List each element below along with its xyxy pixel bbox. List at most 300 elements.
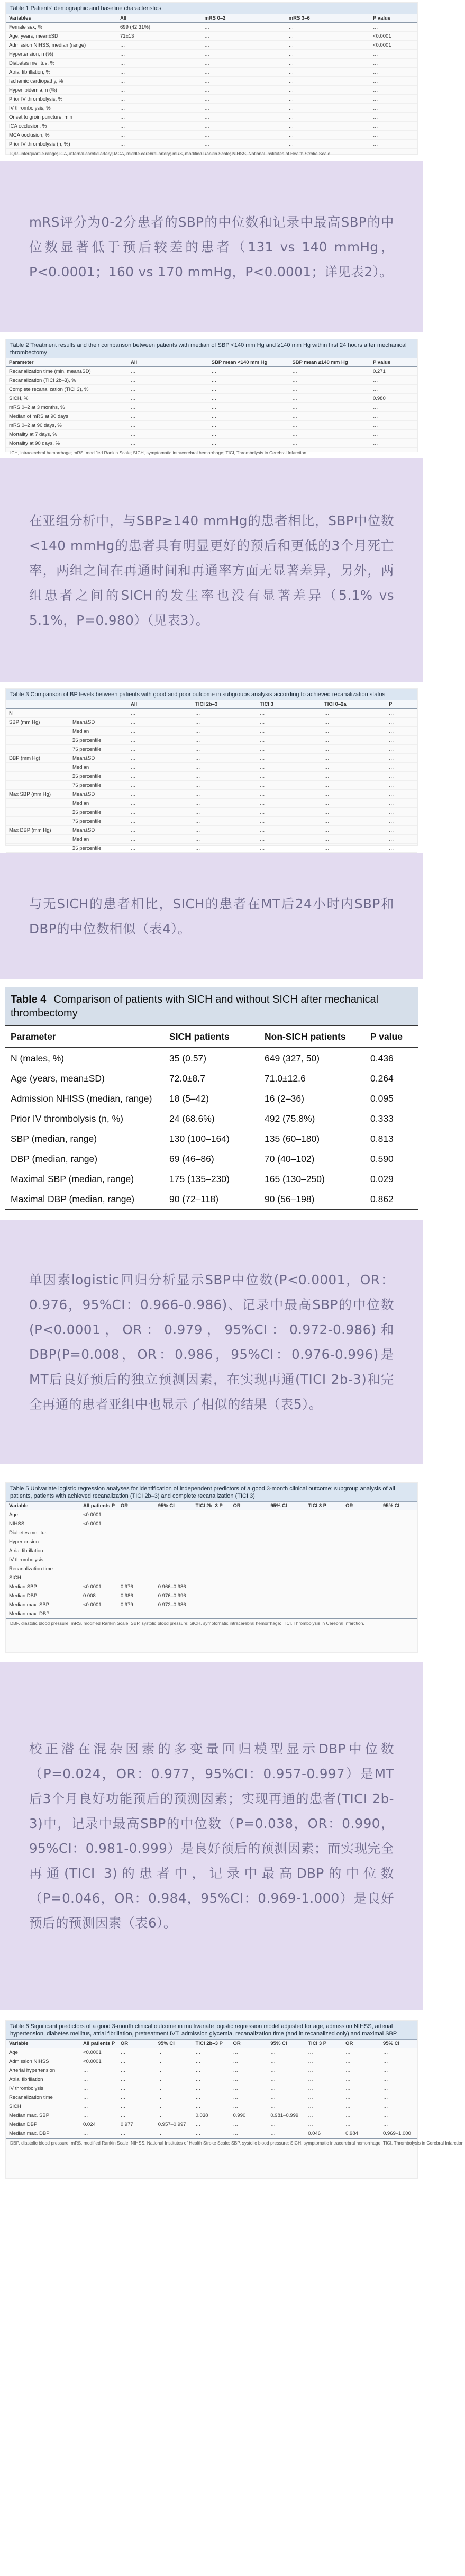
table-cell: 90 (56–198) [259,1189,365,1210]
table-cell: … [117,2066,155,2075]
table-row [6,736,417,745]
table5-header-cell: Variable [6,1502,80,1510]
table-cell: … [289,385,370,394]
table-cell: … [386,754,417,763]
table6-header-cell: TICI 3 P [305,2040,342,2048]
table-cell: … [192,745,257,754]
table-cell: Recanalization time [6,2093,80,2102]
table-cell: … [305,1528,342,1537]
table4-header-cell: SICH patients [164,1026,259,1048]
table-cell: … [257,709,321,718]
table-cell: … [230,1609,268,1618]
table-row [6,1582,417,1591]
table6-header-cell: All patients P [80,2040,117,2048]
table-cell: … [193,1609,230,1618]
table-row [6,1609,417,1618]
table-row [5,1088,418,1109]
table-cell: … [230,2075,268,2084]
table-cell: 25 percentile [69,808,127,817]
table-cell [6,772,69,781]
table-4-title: Comparison of patients with SICH and without SICH after mechanical thrombectomy [11,994,379,1019]
table-row [6,68,417,77]
table-cell: … [80,1528,117,1537]
table-cell: … [286,77,370,86]
table-cell: Recanalization (TICI 2b–3), % [6,376,127,385]
table-cell: … [127,385,208,394]
table-cell: … [193,1573,230,1582]
table-cell: … [380,2075,417,2084]
table-cell: … [286,23,370,32]
table-row [6,2066,417,2075]
table-cell: … [305,1573,342,1582]
table-cell: … [117,41,201,50]
table-cell: … [267,1546,305,1555]
table-cell: … [380,1582,417,1591]
table-cell: … [208,439,289,448]
table6-header-cell: OR [117,2040,155,2048]
table-cell: … [192,736,257,745]
commentary-text-1: mRS评分为0-2分患者的SBP的中位数和记录中最高SBP的中位数显著低于预后较差的患者（131 vs 140 mmHg，P<0.0001；160 vs 170 mmHg，P<0.0001；详见表2）。 [29,214,394,280]
table-cell: … [257,826,321,835]
table-cell: … [201,122,285,131]
table-cell: ICA occlusion, % [6,122,117,131]
table-cell: … [230,1573,268,1582]
table-cell: … [267,1510,305,1519]
table-cell: … [230,1591,268,1600]
table-cell: … [192,808,257,817]
table-row [5,1129,418,1149]
table-row [6,2075,417,2084]
table-cell: 0.979 [117,1600,155,1609]
table-5-grid [6,1502,417,1618]
table-cell: Admission NIHSS, median (range) [6,41,117,50]
table-cell: … [267,1519,305,1528]
table-row [6,2048,417,2057]
table-row [6,835,417,844]
table-cell: … [286,131,370,140]
table-cell: Median max. DBP [6,1609,80,1618]
table-cell: … [305,2075,342,2084]
table-cell: … [305,1510,342,1519]
table-cell: … [289,376,370,385]
table-cell: … [289,439,370,448]
table-row [6,2111,417,2120]
table-cell: … [117,1609,155,1618]
table-cell [6,808,69,817]
table-cell: 75 percentile [69,817,127,826]
table-cell: 18 (5–42) [169,1093,209,1104]
table-cell: … [305,2066,342,2075]
table-cell: … [192,772,257,781]
table-cell: … [380,2111,417,2120]
table-cell: 0.977 [117,2120,155,2129]
table-cell: Age [6,2048,80,2057]
table-cell: 0.813 [370,1133,394,1144]
table-cell: … [342,1519,380,1528]
table-cell: … [267,1600,305,1609]
table-cell: 699 (42.31%) [117,23,201,32]
table-2 [5,339,418,455]
table-cell: … [201,23,285,32]
table-cell: Maximal DBP (median, range) [5,1189,164,1210]
table-cell: … [342,2120,380,2129]
table-cell: … [380,1591,417,1600]
table-row [6,50,417,59]
table-row [6,2057,417,2066]
table-cell: … [193,1537,230,1546]
table-cell: … [193,2048,230,2057]
table-cell: 71±13 [117,32,201,41]
table-5-footnote: DBP, diastolic blood pressure; mRS, modified Rankin Scale; SBP, systolic blood pressure; SICH, symptomatic intracerebral hemorrhage; TICI, Thrombolysis in Cerebral Infarction. [6,1618,417,1627]
table-cell: … [201,95,285,104]
table-cell: <0.0001 [80,1510,117,1519]
table-cell: … [289,394,370,403]
table-cell: … [117,131,201,140]
table-cell: … [201,140,285,149]
table-cell: … [127,844,192,853]
table-cell: … [201,113,285,122]
table-cell: … [370,95,417,104]
table-cell: … [117,95,201,104]
table-cell: … [305,2102,342,2111]
table3-header-cell: TICI 0–2a [321,700,386,709]
table-cell: … [257,736,321,745]
table-cell: … [127,835,192,844]
table-row [6,439,417,448]
table-cell: 75 percentile [69,781,127,790]
table-cell: … [117,2129,155,2138]
table-cell: … [127,727,192,736]
table-cell: … [155,2093,193,2102]
table-cell [6,727,69,736]
table2-header-cell: P value [370,358,417,367]
table-cell: … [155,2075,193,2084]
table-row [6,113,417,122]
table2-header-cell: Parameter [6,358,127,367]
table-cell: … [127,754,192,763]
table-cell: … [117,1528,155,1537]
table5-header-cell: TICI 2b–3 P [193,1502,230,1510]
table-cell: … [193,2066,230,2075]
table-cell: … [380,1510,417,1519]
commentary-block-3 [0,853,423,979]
table-6-footnote: DBP, diastolic blood pressure; mRS, modified Rankin Scale; NIHSS, National Institutes of Health Stroke Scale; SBP, systolic blood pressure; SICH, symptomatic intracerebral hemorrhage; TICI, Thrombolysis in Cerebral Infarction. [6,2138,417,2147]
table-cell: Ischemic cardiopathy, % [6,77,117,86]
table-cell: … [193,1591,230,1600]
table-cell: 0.862 [365,1189,418,1210]
table4-header-cell: Non-SICH patients [259,1026,365,1048]
table-cell: … [117,1555,155,1564]
table-cell: … [127,709,192,718]
table-cell: … [257,754,321,763]
table-cell: … [342,1537,380,1546]
table-row [5,1048,418,1068]
table-cell: … [305,1537,342,1546]
table3-header-cell [69,700,127,709]
table-cell: … [117,104,201,113]
table-cell: … [80,2093,117,2102]
table-cell: … [321,754,386,763]
table-cell [6,781,69,790]
table-cell: … [370,403,417,412]
table-cell: … [267,2084,305,2093]
table-cell: … [230,1528,268,1537]
table-cell: … [127,367,208,376]
table-cell: … [370,131,417,140]
table-cell: mRS 0–2 at 90 days, % [6,421,127,430]
table-row [6,1564,417,1573]
table-row [6,808,417,817]
table-cell: … [80,2129,117,2138]
table-row [6,140,417,149]
table-cell [6,799,69,808]
table-row [6,1600,417,1609]
table-cell: … [267,1582,305,1591]
table-cell: 0.333 [370,1113,394,1124]
table-3 [5,688,418,851]
table-cell: Median [69,727,127,736]
table-cell: … [230,1546,268,1555]
table-row [6,745,417,754]
table-cell: … [342,2057,380,2066]
table-cell: … [386,781,417,790]
table-cell: SBP (mm Hg) [6,718,69,727]
table2-header-cell: SBP mean ≥140 mm Hg [289,358,370,367]
table-cell: … [230,1582,268,1591]
table-cell: … [380,2120,417,2129]
table-cell: … [380,2048,417,2057]
table-cell: … [208,421,289,430]
table-cell: … [193,2084,230,2093]
table-cell: … [342,2111,380,2120]
table-4 [5,987,418,1210]
table-3-caption: Table 3 Comparison of BP levels between patients with good and poor outcome in subgroups analysis according to achieved recanalization status [6,689,417,700]
table-cell: Diabetes mellitus, % [6,59,117,68]
table-cell: … [267,2066,305,2075]
table-cell: … [267,1573,305,1582]
table-cell: … [117,2075,155,2084]
table-cell: … [155,2048,193,2057]
table-cell: … [342,1510,380,1519]
table-cell: … [230,2057,268,2066]
table-cell: … [192,718,257,727]
table-cell: … [342,1600,380,1609]
table-cell: … [192,754,257,763]
table-cell: Median [69,835,127,844]
table-row [6,799,417,808]
table-cell: 25 percentile [69,844,127,853]
table-cell: Median [69,799,127,808]
table-cell: … [342,2093,380,2102]
table-cell: … [230,1537,268,1546]
table-6 [5,2020,465,2179]
table-row [6,1528,417,1537]
table-cell: … [321,790,386,799]
table-cell [69,709,127,718]
table-cell: … [257,763,321,772]
table-cell: Mean±SD [69,718,127,727]
table-cell: … [193,2093,230,2102]
table-cell: Age, years, mean±SD [6,32,117,41]
table-row [6,430,417,439]
commentary-block-4 [0,1220,423,1464]
table-row [6,59,417,68]
table-cell: … [289,430,370,439]
table-row [6,104,417,113]
table-cell: … [321,745,386,754]
table-cell: … [117,1510,155,1519]
table-cell: … [201,59,285,68]
table-cell: 0.095 [370,1093,394,1104]
table-cell: … [155,1537,193,1546]
table-cell: IV thrombolysis [6,2084,80,2093]
table-cell: … [321,844,386,853]
table-cell: Median of mRS at 90 days [6,412,127,421]
table-cell: … [117,1546,155,1555]
table-cell: … [370,430,417,439]
table-cell: Admission NHISS (median, range) [11,1093,152,1104]
commentary-block-5 [0,1662,423,2010]
table-cell: … [321,799,386,808]
table-4-label: Table 4 [11,994,47,1005]
table-cell: … [267,2093,305,2102]
table-cell: Admission NIHSS [6,2057,80,2066]
table-cell: … [117,2093,155,2102]
table-cell: … [117,1537,155,1546]
table-cell: Mean±SD [69,790,127,799]
table-cell: … [289,412,370,421]
table-cell: 0.969–1.000 [380,2129,417,2138]
table-cell: … [305,2111,342,2120]
table-cell: 0.264 [370,1073,394,1084]
table-cell: … [80,1555,117,1564]
table-row [6,790,417,799]
table-cell: Atrial fibrillation [6,2075,80,2084]
table-cell: … [321,808,386,817]
table-cell: … [342,1591,380,1600]
table-cell: … [117,113,201,122]
table-cell: … [286,104,370,113]
table-cell: … [117,140,201,149]
table-cell: … [117,86,201,95]
table-cell: … [117,2048,155,2057]
table-cell: … [305,2048,342,2057]
table-cell: … [117,59,201,68]
table-cell: 24 (68.6%) [169,1113,215,1124]
commentary-text-2: 在亚组分析中，与SBP≥140 mmHg的患者相比，SBP中位数<140 mmHg的患者具有明显更好的预后和更低的3个月死亡率，两组之间在再通时间和再通率方面无显著差异，另外，两组患者之间的SICH的发生率也没有显著差异（5.1% vs 5.1%，P=0.980）（见表3）。 [29,512,394,628]
table-cell: … [286,86,370,95]
table-cell: … [267,2102,305,2111]
table-cell: … [155,1609,193,1618]
table-cell: … [321,718,386,727]
table-cell: … [127,403,208,412]
table-cell: 165 (130–250) [265,1173,325,1184]
table-cell: … [192,790,257,799]
table-cell: … [193,1582,230,1591]
table-cell: … [342,2066,380,2075]
table-cell: … [155,2084,193,2093]
table-cell: … [117,122,201,131]
table-cell: … [386,826,417,835]
table-row [6,122,417,131]
table-cell: <0.0001 [370,41,417,50]
table-cell: 0.957–0.997 [155,2120,193,2129]
table2-header-cell: All [127,358,208,367]
table-cell: … [230,2084,268,2093]
table-cell: … [267,1528,305,1537]
table-cell: … [127,439,208,448]
table-cell: 0.436 [370,1052,394,1064]
table-row [5,1189,418,1210]
table-cell: … [192,817,257,826]
table-cell: … [127,718,192,727]
table-cell: … [127,421,208,430]
table-cell: … [257,772,321,781]
table-cell: … [155,1510,193,1519]
table-cell: … [230,2093,268,2102]
table-cell: Diabetes mellitus [6,1528,80,1537]
table-cell: <0.0001 [80,1600,117,1609]
table-cell [6,817,69,826]
table-cell: 0.976 [117,1582,155,1591]
table1-header-cell: Variables [6,14,117,23]
table-cell: Mortality at 7 days, % [6,430,127,439]
table-row [6,1510,417,1519]
table-cell: Prior IV thrombolysis, % [6,95,117,104]
table-cell: … [380,2057,417,2066]
table-cell: … [192,835,257,844]
table-cell: … [305,1564,342,1573]
table-cell: … [192,799,257,808]
table-cell: … [208,403,289,412]
table-cell: 0.038 [193,2111,230,2120]
table-cell: … [117,1573,155,1582]
table-row [6,1519,417,1528]
table-cell: … [155,1555,193,1564]
table-row [6,727,417,736]
table-cell [6,835,69,844]
table-cell: … [370,122,417,131]
table-4-grid [5,1025,418,1210]
table-cell: … [342,2048,380,2057]
table-cell: Hyperlipidemia, n (%) [6,86,117,95]
table-cell: … [342,2102,380,2111]
table-cell: … [155,1519,193,1528]
table3-header-cell: TICI 2b–3 [192,700,257,709]
table-cell: … [342,1555,380,1564]
table-cell: … [370,77,417,86]
table6-header-cell: 95% CI [155,2040,193,2048]
table-cell: … [267,2057,305,2066]
table-cell: … [127,394,208,403]
table-3-grid [6,700,417,853]
table5-header-cell: OR [117,1502,155,1510]
table-cell: SBP (median, range) [11,1133,97,1144]
table-cell: 16 (2–36) [265,1093,304,1104]
table-cell: … [117,2084,155,2093]
table-cell: … [286,59,370,68]
table-cell: 90 (72–118) [164,1189,259,1210]
table-cell: … [230,2066,268,2075]
table-cell: … [305,1591,342,1600]
table-cell: … [80,1573,117,1582]
table-cell: … [386,772,417,781]
table-row [6,367,417,376]
table-cell: Median [69,763,127,772]
table-cell: 0.024 [80,2120,117,2129]
table-cell: Complete recanalization (TICI 3), % [6,385,127,394]
table-cell: … [155,1564,193,1573]
